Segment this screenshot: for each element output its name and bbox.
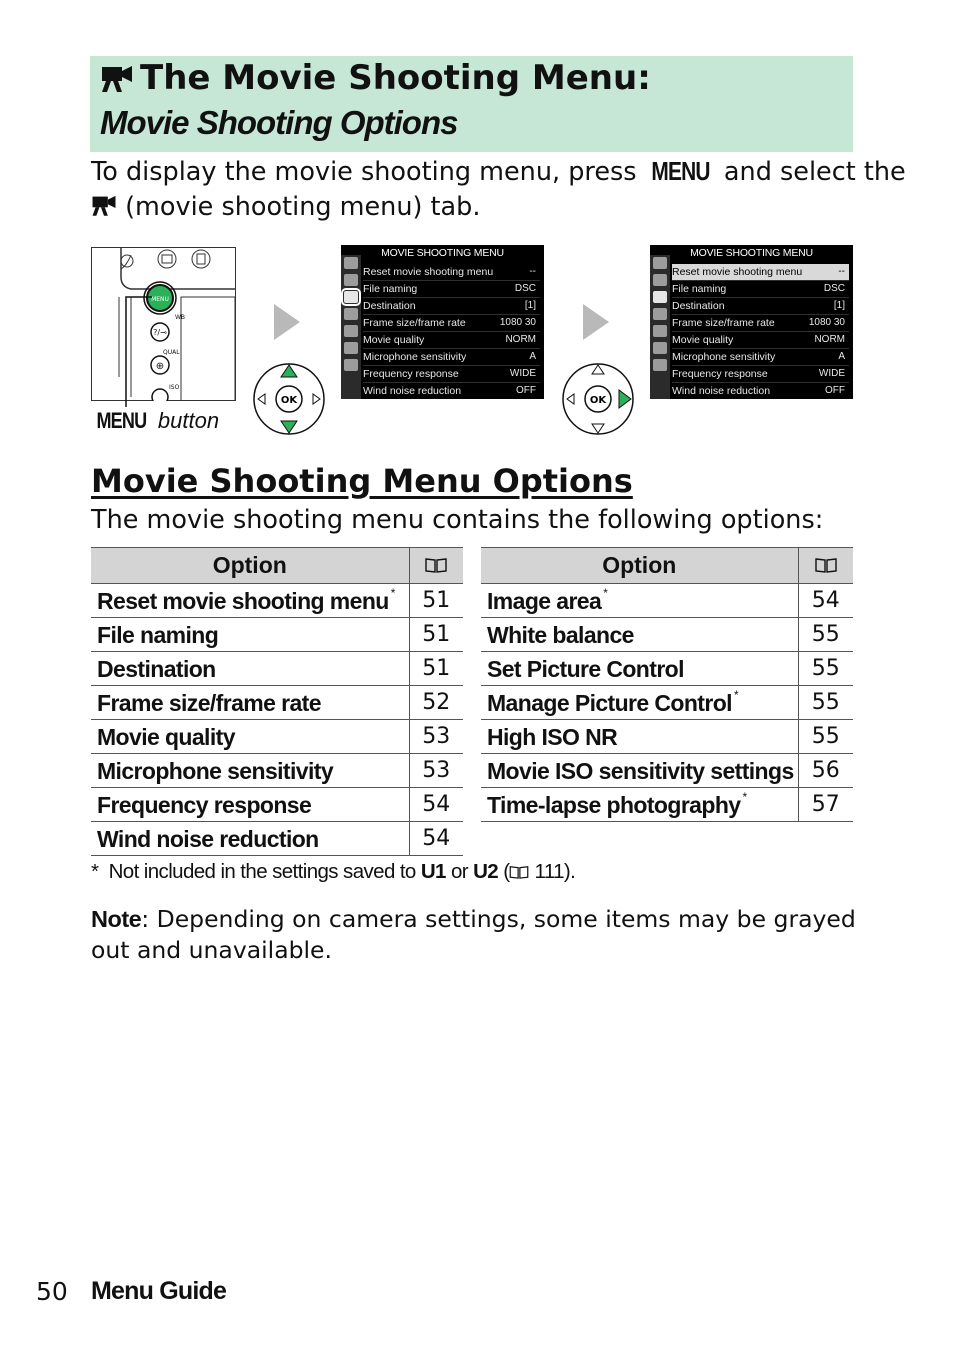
option-name: Manage Picture Control * (481, 686, 798, 720)
table-row (91, 754, 463, 788)
option-page: 57 (798, 788, 853, 822)
lcd-row: File naming DSC (672, 281, 849, 298)
table-row (481, 686, 853, 720)
mymenu-tab-icon (344, 359, 358, 371)
intro-text-after: and select the (715, 157, 906, 187)
movie-tab-icon (344, 291, 358, 303)
lcd-row: Reset movie shooting menu -- (363, 264, 540, 281)
option-page: 51 (409, 618, 463, 652)
lcd-row: Movie quality NORM (363, 332, 540, 349)
book-icon (425, 557, 447, 573)
caption-button-text: button (151, 408, 220, 433)
footnote-text: Not included in the settings saved to (108, 860, 421, 883)
footer-section-name: Menu Guide (91, 1277, 227, 1305)
table-row (91, 618, 463, 652)
option-page: 54 (409, 822, 463, 856)
lcd-title: MOVIE SHOOTING MENU (690, 247, 813, 259)
lcd-row: Destination [1] (363, 298, 540, 315)
page-column-header (409, 548, 463, 584)
option-page: 51 (409, 652, 463, 686)
retouch-tab-icon (653, 342, 667, 354)
table-row (481, 754, 853, 788)
footnote-page-ref: 111). (529, 860, 576, 883)
table-header-row (91, 548, 463, 584)
mymenu-tab-icon (653, 359, 667, 371)
option-page: 55 (798, 720, 853, 754)
option-name: Movie ISO sensitivity settings (481, 754, 798, 788)
svg-text:QUAL: QUAL (163, 349, 180, 356)
lcd-tab-column (650, 255, 670, 399)
table-row (481, 652, 853, 686)
custom-tab-icon (653, 308, 667, 320)
svg-text:⊕: ⊕ (155, 361, 165, 372)
caption-menu-key: MENU (96, 408, 147, 433)
footnote-paren: ( (498, 860, 510, 883)
option-name: Movie quality (91, 720, 409, 754)
option-page: 53 (409, 754, 463, 788)
callout-line (116, 295, 156, 410)
lcd-title: MOVIE SHOOTING MENU (381, 247, 504, 259)
svg-text:WB: WB (175, 314, 186, 321)
lcd-row: Destination [1] (672, 298, 849, 315)
footnote-u2: U2 (473, 860, 499, 883)
table-row (91, 822, 463, 856)
page-subtitle: Movie Shooting Options (100, 104, 458, 141)
table-row (91, 686, 463, 720)
playback-tab-icon (653, 257, 667, 269)
option-name: Wind noise reduction (91, 822, 409, 856)
arrow-right-icon (583, 304, 609, 340)
footnote-or: or (445, 860, 474, 883)
lcd-row: Movie quality NORM (672, 332, 849, 349)
lcd-row: Microphone sensitivity A (363, 349, 540, 366)
option-column-header: Option (91, 548, 409, 584)
multi-selector-right-icon (561, 362, 635, 436)
intro-text-tab: (movie shooting menu) tab. (117, 192, 481, 222)
option-name: Time-lapse photography * (481, 788, 798, 822)
option-page: 55 (798, 686, 853, 720)
menu-button-label: MENU (151, 296, 169, 303)
section-lead: The movie shooting menu contains the following options: (91, 505, 824, 535)
option-name: Microphone sensitivity (91, 754, 409, 788)
photo-tab-icon (344, 274, 358, 286)
table-row (481, 584, 853, 618)
book-icon (815, 557, 837, 573)
retouch-tab-icon (344, 342, 358, 354)
lcd-screen-tab-select (341, 245, 544, 399)
arrow-right-icon (274, 304, 300, 340)
lcd-row: Frequency response WIDE (363, 366, 540, 383)
note-paragraph (91, 904, 861, 966)
menu-button-caption (91, 408, 219, 434)
page-number: 50 (36, 1277, 68, 1306)
option-page: 51 (409, 584, 463, 618)
custom-tab-icon (344, 308, 358, 320)
option-page: 52 (409, 686, 463, 720)
svg-text:OK: OK (589, 395, 607, 406)
title-text: The Movie Shooting Menu: (140, 58, 651, 98)
table-row (481, 720, 853, 754)
camera-back-illustration (91, 247, 236, 401)
table-row (91, 720, 463, 754)
lcd-row: Wind noise reduction OFF (672, 383, 849, 399)
lcd-row: Frame size/frame rate 1080 30 (672, 315, 849, 332)
lcd-row: Frequency response WIDE (672, 366, 849, 383)
movie-camera-icon (100, 63, 134, 93)
options-table-left (91, 547, 463, 856)
options-table-right (481, 547, 853, 822)
option-page: 55 (798, 618, 853, 652)
option-page: 54 (409, 788, 463, 822)
movie-tab-icon (653, 291, 667, 303)
lcd-screen-item-select (650, 245, 853, 399)
lcd-row-selected: Reset movie shooting menu -- (672, 264, 849, 281)
camera-body-drawing (91, 247, 236, 401)
playback-tab-icon (344, 257, 358, 269)
setup-tab-icon (344, 325, 358, 337)
option-page: 53 (409, 720, 463, 754)
option-page: 55 (798, 652, 853, 686)
table-row (481, 788, 853, 822)
lcd-tab-column (341, 255, 361, 399)
intro-line-1 (91, 155, 906, 190)
option-name: White balance (481, 618, 798, 652)
table-row (91, 652, 463, 686)
table-row (481, 618, 853, 652)
option-name: Destination (91, 652, 409, 686)
intro-text: To display the movie shooting menu, press (91, 157, 645, 187)
footnote-marker: * (91, 860, 99, 883)
setup-tab-icon (653, 325, 667, 337)
option-column-header: Option (481, 548, 798, 584)
lcd-row: File naming DSC (363, 281, 540, 298)
movie-camera-icon (91, 193, 117, 217)
photo-tab-icon (653, 274, 667, 286)
lcd-row: Microphone sensitivity A (672, 349, 849, 366)
table-row (91, 584, 463, 618)
option-page: 56 (798, 754, 853, 788)
lcd-row: Frame size/frame rate 1080 30 (363, 315, 540, 332)
option-name: Image area * (481, 584, 798, 618)
option-name: File naming (91, 618, 409, 652)
option-name: High ISO NR (481, 720, 798, 754)
section-heading: Movie Shooting Menu Options (91, 462, 633, 500)
book-icon (509, 865, 529, 879)
svg-text:ISO: ISO (169, 384, 180, 391)
table-row (91, 788, 463, 822)
multi-selector-down-icon (252, 362, 326, 436)
note-text: : Depending on camera settings, some items may be grayed out and unavailable. (91, 905, 856, 964)
svg-text:?/⊸: ?/⊸ (153, 328, 167, 337)
page-column-header (798, 548, 853, 584)
footnote-u1: U1 (420, 860, 446, 883)
intro-line-2 (91, 190, 480, 225)
menu-key-label: MENU (651, 158, 710, 186)
option-name: Reset movie shooting menu * (91, 584, 409, 618)
title-banner (90, 56, 853, 152)
option-name: Frame size/frame rate (91, 686, 409, 720)
note-label: Note (91, 906, 142, 932)
option-name: Set Picture Control (481, 652, 798, 686)
option-name: Frequency response (91, 788, 409, 822)
page-title (100, 58, 651, 98)
lcd-row: Wind noise reduction OFF (363, 383, 540, 399)
footnote (91, 860, 575, 884)
option-page: 54 (798, 584, 853, 618)
svg-text:OK: OK (280, 395, 298, 406)
table-header-row (481, 548, 853, 584)
